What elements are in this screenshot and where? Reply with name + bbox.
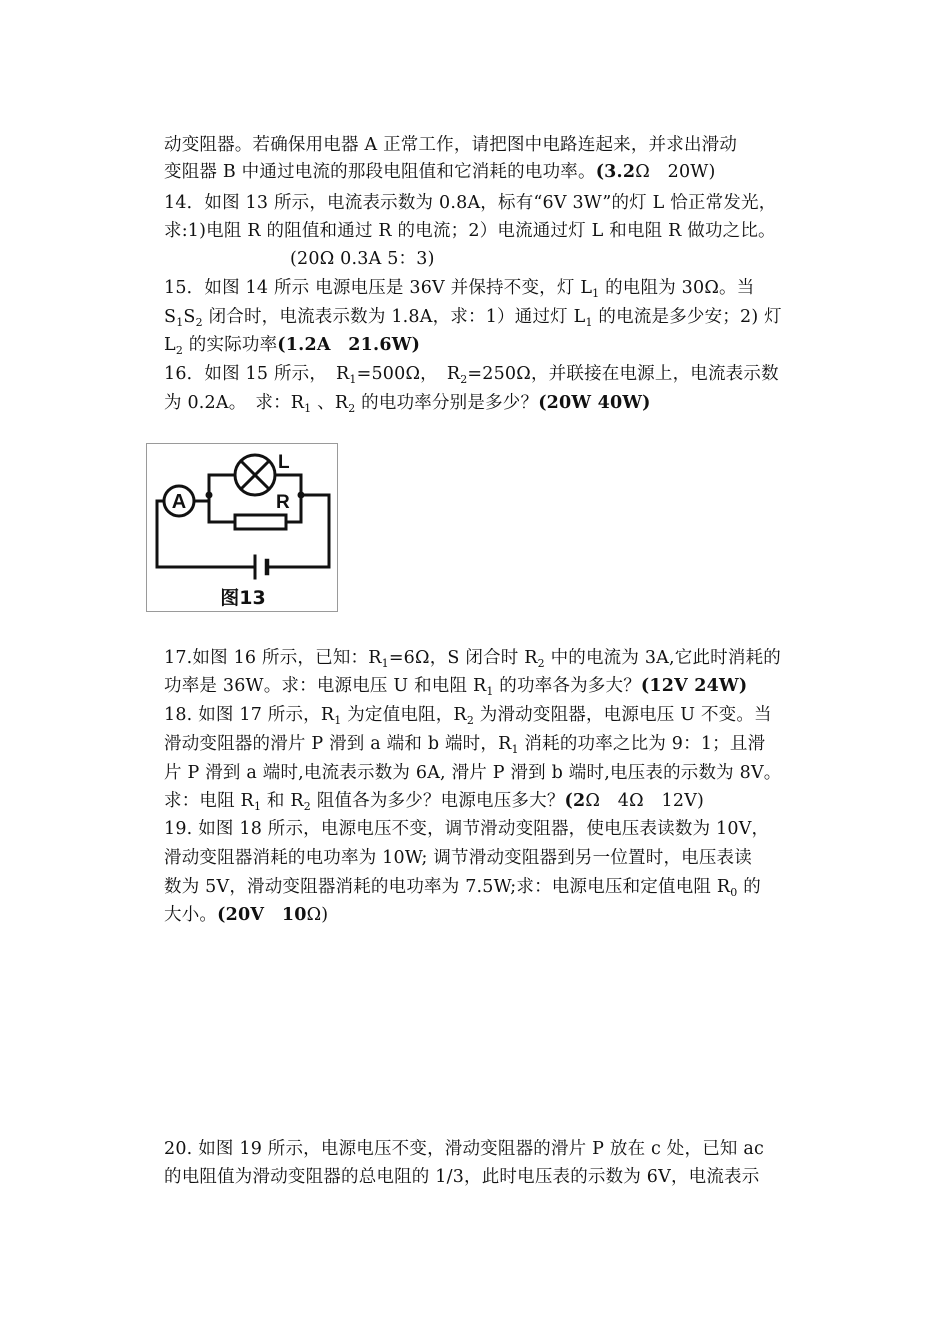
question-16-line-1 bbox=[164, 363, 804, 385]
subscript: 1 bbox=[304, 402, 312, 415]
text-segment: 为滑动变阻器，电源电压 U 不变。当 bbox=[474, 705, 772, 725]
subscript: 1 bbox=[334, 714, 342, 727]
answer-text: (3.2 bbox=[595, 162, 636, 182]
text-segment: S bbox=[183, 307, 196, 327]
text-segment: 为定值电阻，R bbox=[341, 705, 467, 725]
answer-text: (20V 10 bbox=[217, 905, 307, 925]
text-segment: 14．如图 13 所示，电流表示数为 0.8A，标有“6V 3W”的灯 L 恰正常发光， bbox=[164, 193, 777, 213]
answer-text: (12V 24W) bbox=[640, 676, 748, 696]
text-segment: L bbox=[164, 335, 176, 355]
resistor-icon bbox=[235, 515, 286, 529]
text-segment: 求：电阻 R bbox=[164, 791, 254, 811]
question-19-line-4 bbox=[164, 904, 804, 926]
text-segment: 为 0.2A。 求：R bbox=[164, 393, 305, 413]
text-segment: 大小。 bbox=[164, 905, 218, 925]
text-segment: 17.如图 16 所示，已知：R bbox=[164, 648, 382, 668]
text-segment: 片 P 滑到 a 端时,电流表示数为 6A, 滑片 P 滑到 b 端时,电压表的示数为 8V。 bbox=[164, 763, 782, 783]
text-segment: 闭合时，电流表示数为 1.8A，求：1）通过灯 L bbox=[202, 307, 586, 327]
text-segment: S bbox=[164, 307, 177, 327]
question-18-line-4 bbox=[164, 790, 804, 812]
question-19-line-2 bbox=[164, 847, 804, 869]
figure-13 bbox=[146, 443, 338, 612]
question-15-line-2 bbox=[164, 306, 804, 328]
answer-text: (2 bbox=[564, 791, 586, 811]
text-segment: 、R bbox=[311, 393, 349, 413]
text-line-2 bbox=[164, 161, 804, 183]
subscript: 1 bbox=[349, 373, 357, 386]
text-segment: 的电阻值为滑动变阻器的总电阻的 1/3，此时电压表的示数为 6V，电流表示 bbox=[164, 1167, 760, 1187]
text-segment: 的 bbox=[737, 877, 761, 897]
resistor-label: R bbox=[276, 492, 290, 513]
text-segment: 滑动变阻器的滑片 P 滑到 a 端和 b 端时，R bbox=[164, 734, 512, 754]
text-segment: 阻值各为多少？电源电压多大？ bbox=[310, 791, 565, 811]
subscript: 1 bbox=[381, 657, 389, 670]
question-18-line-2 bbox=[164, 733, 804, 755]
text-segment: 中的电流为 3A,它此时消耗的 bbox=[544, 648, 781, 668]
subscript: 2 bbox=[303, 800, 311, 813]
text-segment: 16．如图 15 所示， R bbox=[164, 364, 350, 384]
question-18-line-1 bbox=[164, 704, 804, 726]
question-19-line-3 bbox=[164, 876, 804, 898]
subscript: 2 bbox=[460, 373, 468, 386]
question-20-line-2 bbox=[164, 1166, 804, 1188]
answer-text: (20W 40W) bbox=[538, 393, 651, 413]
text-segment: 的电流是多少安；2) 灯 bbox=[592, 307, 782, 327]
subscript: 1 bbox=[253, 800, 262, 813]
figure-caption: 图13 bbox=[220, 587, 266, 609]
junction-dot bbox=[298, 492, 305, 499]
question-14-answer bbox=[290, 248, 930, 270]
subscript: 1 bbox=[592, 287, 600, 300]
text-segment: 求:1)电阻 R 的阻值和通过 R 的电流；2）电流通过灯 L 和电阻 R 做功之比。 bbox=[164, 221, 776, 241]
text-segment: 的功率各为多大？ bbox=[493, 676, 641, 696]
subscript: 2 bbox=[348, 402, 356, 415]
text-line-1 bbox=[164, 134, 804, 156]
subscript: 0 bbox=[730, 886, 738, 899]
circuit-diagram bbox=[147, 444, 337, 611]
question-20-line-1 bbox=[164, 1138, 804, 1160]
text-segment: 滑动变阻器消耗的电功率为 10W; 调节滑动变阻器到另一位置时，电压表读 bbox=[164, 848, 752, 868]
question-17-line-2 bbox=[164, 675, 804, 697]
text-segment: 19. 如图 18 所示，电源电压不变，调节滑动变阻器，使电压表读数为 10V， bbox=[164, 819, 770, 839]
subscript: 1 bbox=[511, 743, 519, 756]
subscript: 1 bbox=[585, 316, 593, 329]
text-segment: 消耗的功率之比为 9：1；且滑 bbox=[518, 734, 766, 754]
text-segment: =6Ω，S 闭合时 R bbox=[388, 648, 538, 668]
text-segment: 变阻器 B 中通过电流的那段电阻值和它消耗的电功率。 bbox=[164, 162, 596, 182]
lamp-label: L bbox=[278, 452, 290, 473]
text-segment: 动变阻器。若确保用电器 A 正常工作，请把图中电路连起来，并求出滑动 bbox=[164, 135, 738, 155]
subscript: 1 bbox=[176, 316, 184, 329]
text-segment: =500Ω， R bbox=[356, 364, 461, 384]
text-segment: Ω 20W) bbox=[635, 162, 716, 182]
answer-text: (20Ω 0.3A 5：3) bbox=[290, 249, 435, 269]
question-14-line-2 bbox=[164, 220, 804, 242]
ammeter-icon bbox=[164, 486, 194, 516]
subscript: 2 bbox=[537, 657, 545, 670]
text-segment: 20. 如图 19 所示，电源电压不变，滑动变阻器的滑片 P 放在 c 处，已知 ac bbox=[164, 1139, 765, 1159]
question-15-line-1 bbox=[164, 277, 804, 299]
question-18-line-3 bbox=[164, 762, 804, 784]
text-segment: =250Ω，并联接在电源上，电流表示数 bbox=[467, 364, 779, 384]
text-segment: 的电阻为 30Ω。当 bbox=[599, 278, 755, 298]
text-segment: Ω) bbox=[306, 905, 329, 925]
lamp-icon bbox=[235, 455, 275, 495]
text-segment: 功率是 36W。求：电源电压 U 和电阻 R bbox=[164, 676, 487, 696]
subscript: 2 bbox=[175, 344, 184, 357]
subscript: 2 bbox=[466, 714, 475, 727]
junction-dot bbox=[206, 492, 213, 499]
text-segment: 18. 如图 17 所示，R bbox=[164, 705, 335, 725]
text-segment: 数为 5V，滑动变阻器消耗的电功率为 7.5W;求：电源电压和定值电阻 R bbox=[164, 877, 731, 897]
subscript: 2 bbox=[195, 316, 203, 329]
question-19-line-1 bbox=[164, 818, 804, 840]
answer-text: (1.2A 21.6W) bbox=[277, 335, 421, 355]
question-16-line-2 bbox=[164, 392, 804, 414]
question-15-line-3 bbox=[164, 334, 804, 356]
question-14-line-1 bbox=[164, 192, 804, 214]
text-segment: 和 R bbox=[261, 791, 304, 811]
question-17-line-1 bbox=[164, 647, 804, 669]
text-segment: 的电功率分别是多少？ bbox=[355, 393, 539, 413]
text-segment: 的实际功率 bbox=[183, 335, 278, 355]
ammeter-label: A bbox=[171, 491, 187, 513]
subscript: 1 bbox=[486, 685, 494, 698]
text-segment: Ω 4Ω 12V) bbox=[585, 791, 705, 811]
text-segment: 15．如图 14 所示 电源电压是 36V 并保持不变，灯 L bbox=[164, 278, 593, 298]
